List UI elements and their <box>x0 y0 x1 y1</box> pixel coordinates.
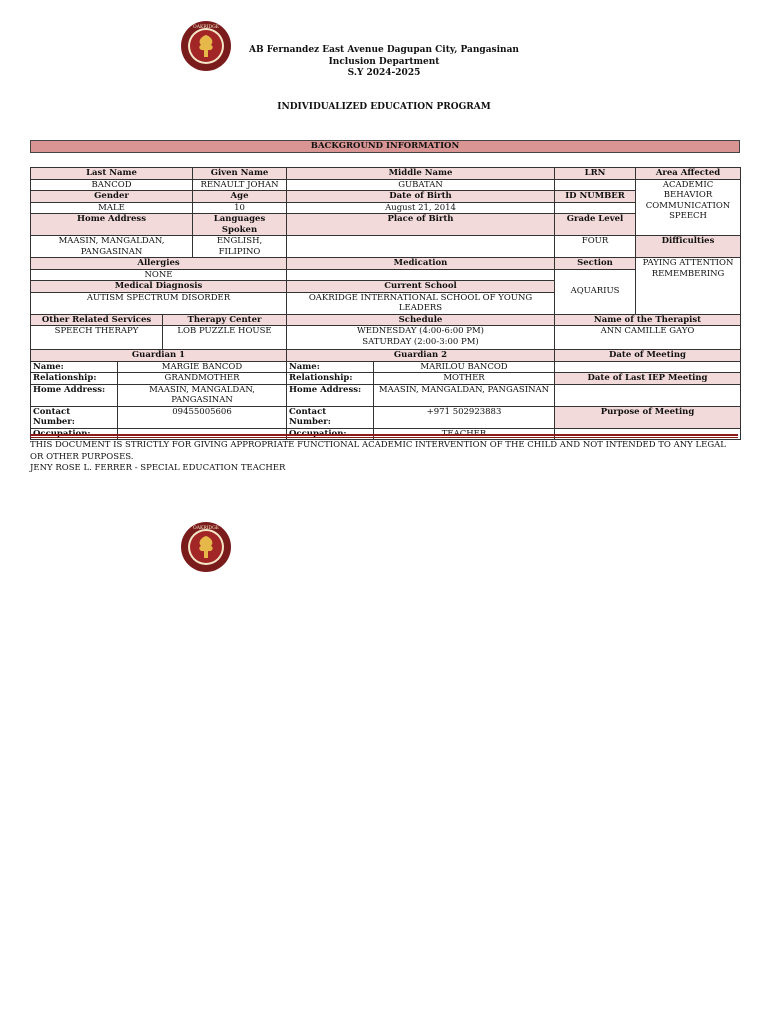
label-given-name: Given Name <box>193 168 287 180</box>
value-last-iep <box>555 384 741 406</box>
label-lrn: LRN <box>555 168 636 180</box>
document-title: INDIVIDUALIZED EDUCATION PROGRAM <box>277 102 491 112</box>
label-therapist: Name of the Therapist <box>555 314 741 326</box>
footer-rule <box>30 434 738 436</box>
label-g1-home-address: Home Address: <box>31 384 118 406</box>
label-medication: Medication <box>287 258 555 270</box>
label-section: Section <box>555 258 636 270</box>
label-allergies: Allergies <box>31 258 287 270</box>
value-home-address: MAASIN, MANGALDAN, PANGASINAN <box>31 236 193 258</box>
label-purpose: Purpose of Meeting <box>555 406 741 428</box>
label-medical-diagnosis: Medical Diagnosis <box>31 281 287 293</box>
background-info-table <box>30 167 741 440</box>
value-middle-name: GUBATAN <box>287 179 555 191</box>
value-given-name: RENAULT JOHAN <box>193 179 287 191</box>
value-languages: ENGLISH, FILIPINO <box>193 236 287 258</box>
label-area-affected: Area Affected <box>636 168 741 180</box>
value-id-number <box>555 202 636 214</box>
value-date-of-meeting <box>555 361 741 373</box>
label-gender: Gender <box>31 191 193 203</box>
value-medical-diagnosis: AUTISM SPECTRUM DISORDER <box>31 292 287 314</box>
value-lrn <box>555 179 636 191</box>
department-name: Inclusion Department <box>328 56 440 67</box>
school-address: AB Fernandez East Avenue Dagupan City, Pangasinan <box>249 45 519 55</box>
signatory-text: JENY ROSE L. FERRER - SPECIAL EDUCATION TEACHER <box>30 463 286 473</box>
label-g2-contact: Contact Number: <box>287 406 374 428</box>
label-g2-home-address: Home Address: <box>287 384 374 406</box>
footer <box>30 440 738 475</box>
label-last-name: Last Name <box>31 168 193 180</box>
label-home-address: Home Address <box>31 214 193 236</box>
value-medication <box>287 269 555 281</box>
label-g1-relationship: Relationship: <box>31 373 118 385</box>
value-grade-level: FOUR <box>555 236 636 258</box>
svg-text:OAKRIDGE: OAKRIDGE <box>193 25 219 30</box>
label-difficulties: Difficulties <box>636 236 741 258</box>
school-header <box>0 45 768 80</box>
label-g1-contact: Contact Number: <box>31 406 118 428</box>
value-schedule <box>287 326 555 350</box>
area-item: ACADEMIC <box>662 179 714 190</box>
label-place-of-birth: Place of Birth <box>287 214 555 236</box>
difficulty-item: PAYING ATTENTION <box>642 258 734 268</box>
label-g2-relationship: Relationship: <box>287 373 374 385</box>
value-therapist: ANN CAMILLE GAYO <box>555 326 741 350</box>
value-g1-contact: 09455005606 <box>118 406 287 428</box>
area-item: COMMUNICATION <box>645 200 731 211</box>
label-g1-name: Name: <box>31 361 118 373</box>
label-grade-level: Grade Level <box>555 214 636 236</box>
value-allergies: NONE <box>31 269 287 281</box>
label-date-of-meeting: Date of Meeting <box>555 350 741 362</box>
value-g2-contact: +971 502923883 <box>374 406 555 428</box>
label-current-school: Current School <box>287 281 555 293</box>
value-other-services: SPEECH THERAPY <box>31 326 163 350</box>
section-title: BACKGROUND INFORMATION <box>30 140 740 153</box>
label-guardian-2: Guardian 2 <box>287 350 555 362</box>
label-age: Age <box>193 191 287 203</box>
value-difficulties <box>636 258 741 315</box>
school-year: S.Y 2024-2025 <box>347 68 421 78</box>
area-item: SPEECH <box>669 211 707 221</box>
value-last-name: BANCOD <box>31 179 193 191</box>
schedule-line: WEDNESDAY (4:00-6:00 PM) <box>357 326 484 336</box>
value-g2-relationship: MOTHER <box>374 373 555 385</box>
label-middle-name: Middle Name <box>287 168 555 180</box>
value-section: AQUARIUS <box>555 269 636 314</box>
label-guardian-1: Guardian 1 <box>31 350 287 362</box>
disclaimer-text: THIS DOCUMENT IS STRICTLY FOR GIVING APPROPRIATE FUNCTIONAL ACADEMIC INTERVENTION OF THE CHILD AND NOT INTENDED TO ANY LEGAL OR OTHER PURPOSES. <box>30 440 726 462</box>
footer-rule-thin <box>30 437 738 438</box>
difficulty-item: REMEMBERING <box>651 268 725 279</box>
value-dob: August 21, 2014 <box>287 202 555 214</box>
value-age: 10 <box>193 202 287 214</box>
value-g1-home-address: MAASIN, MANGALDAN, PANGASINAN <box>118 384 287 406</box>
label-therapy-center: Therapy Center <box>163 314 287 326</box>
value-therapy-center: LOB PUZZLE HOUSE <box>163 326 287 350</box>
label-g2-name: Name: <box>287 361 374 373</box>
schedule-line: SATURDAY (2:00-3:00 PM) <box>362 336 479 347</box>
value-place-of-birth <box>287 236 555 258</box>
label-languages: Languages Spoken <box>193 214 287 236</box>
school-logo <box>180 521 232 573</box>
label-schedule: Schedule <box>287 314 555 326</box>
value-gender: MALE <box>31 202 193 214</box>
area-item: BEHAVIOR <box>663 190 713 200</box>
value-area-affected <box>636 179 741 236</box>
label-other-services: Other Related Services <box>31 314 163 326</box>
svg-text:OAKRIDGE: OAKRIDGE <box>193 526 219 531</box>
value-g1-name: MARGIE BANCOD <box>118 361 287 373</box>
value-g1-relationship: GRANDMOTHER <box>118 373 287 385</box>
label-id-number: ID NUMBER <box>555 191 636 203</box>
label-dob: Date of Birth <box>287 191 555 203</box>
value-g2-name: MARILOU BANCOD <box>374 361 555 373</box>
label-last-iep: Date of Last IEP Meeting <box>555 373 741 385</box>
value-g2-home-address: MAASIN, MANGALDAN, PANGASINAN <box>374 384 555 406</box>
value-current-school: OAKRIDGE INTERNATIONAL SCHOOL OF YOUNG LEADERS <box>287 292 555 314</box>
